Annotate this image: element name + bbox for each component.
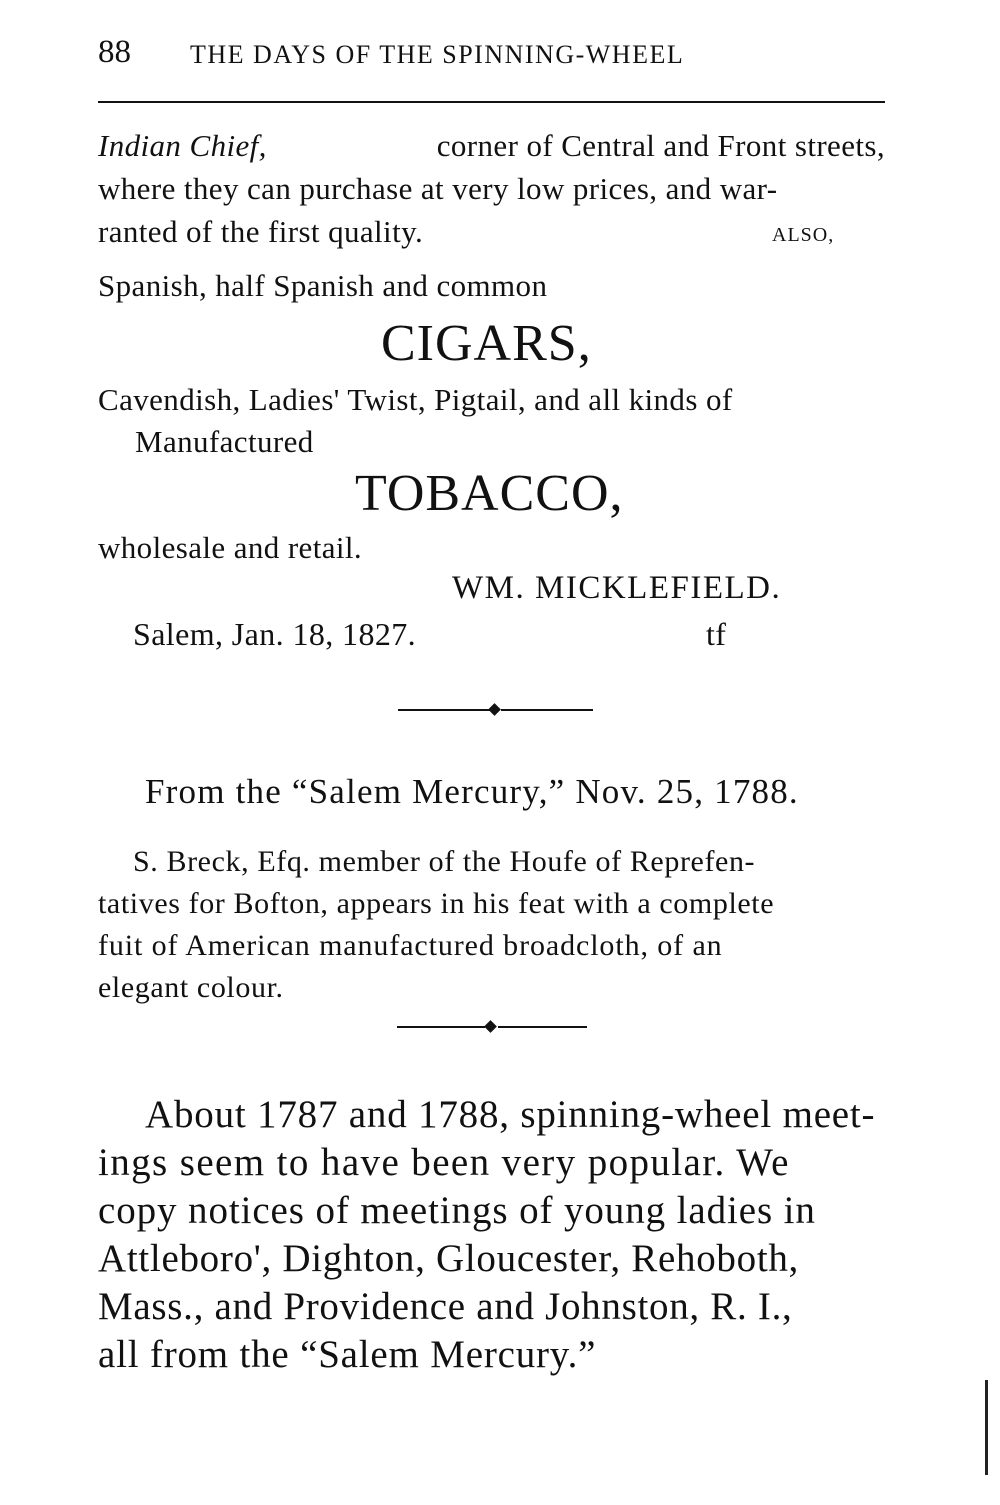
closing-line-4: Attleboro', Dighton, Gloucester, Rehoboth, bbox=[98, 1237, 800, 1280]
closing-line-2: ings seem to have been very popular. We bbox=[98, 1141, 790, 1184]
mercury-line-4: elegant colour. bbox=[98, 971, 284, 1004]
running-title: THE DAYS OF THE SPINNING-WHEEL bbox=[190, 40, 685, 69]
scan-edge-mark bbox=[985, 1380, 988, 1475]
advert-line-3: ranted of the first quality. bbox=[98, 214, 424, 249]
mercury-line-2 bbox=[98, 887, 885, 921]
closing-line-3: copy notices of meetings of young ladies in bbox=[98, 1189, 816, 1232]
advert-line-5 bbox=[98, 382, 885, 418]
closing-line-5: Mass., and Providence and Johnston, R. I., bbox=[98, 1285, 793, 1328]
advert-line-1-rest: corner of Central and Front streets, bbox=[436, 128, 885, 163]
advert-line-4: Spanish, half Spanish and common bbox=[98, 268, 548, 303]
advert-line-1-italic: Indian Chief, bbox=[98, 128, 267, 163]
advert-line-7: wholesale and retail. bbox=[98, 530, 363, 565]
advert-cigars-heading: CIGARS, bbox=[381, 315, 592, 372]
page-number: 88 bbox=[98, 34, 131, 70]
advert-tf: tf bbox=[706, 616, 727, 652]
advert-line-6: Manufactured bbox=[135, 424, 314, 459]
mercury-line-1: S. Breck, Efq. member of the Houfe of Reprefen- bbox=[133, 845, 756, 878]
advert-also: ALSO, bbox=[772, 224, 835, 246]
closing-line-1: About 1787 and 1788, spinning-wheel meet- bbox=[145, 1093, 876, 1136]
advert-line-2 bbox=[98, 171, 885, 207]
advert-tobacco-heading: TOBACCO, bbox=[355, 465, 624, 522]
section-ornament-2 bbox=[397, 1020, 587, 1034]
advert-line-1 bbox=[98, 128, 885, 164]
closing-line-6: all from the “Salem Mercury.” bbox=[98, 1333, 597, 1376]
mercury-line-3: fuit of American manufactured broadcloth, of an bbox=[98, 929, 723, 962]
header-rule bbox=[98, 101, 885, 103]
section-ornament-1 bbox=[398, 703, 593, 717]
advert-signature: WM. MICKLEFIELD. bbox=[452, 570, 782, 606]
advert-line-5-text: Cavendish, Ladies' Twist, Pigtail, and all kinds of bbox=[98, 382, 733, 417]
mercury-source-heading: From the “Salem Mercury,” Nov. 25, 1788. bbox=[145, 772, 799, 811]
mercury-line-2-text: tatives for Bofton, appears in his feat with a complete bbox=[98, 887, 775, 920]
advert-dateline: Salem, Jan. 18, 1827. bbox=[133, 616, 417, 652]
advert-line-2-text: where they can purchase at very low prices, and war- bbox=[98, 171, 778, 206]
